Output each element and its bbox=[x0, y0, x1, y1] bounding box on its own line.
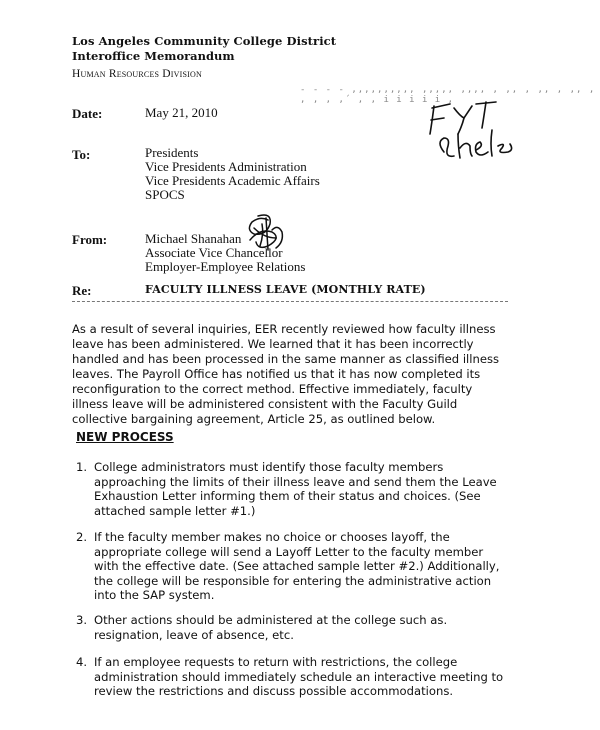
recipient-list bbox=[145, 146, 320, 202]
item-line: College administrators must identify those faculty members bbox=[94, 460, 444, 474]
paragraph-line: handled and has been processed in the same manner as classified illness bbox=[72, 352, 500, 366]
intro-paragraph bbox=[72, 322, 532, 427]
division-name: Human Resources Division bbox=[72, 68, 202, 80]
paragraph-line: collective bargaining agreement, Article 25, as outlined below. bbox=[72, 412, 436, 426]
sender-title: Associate Vice Chancellor bbox=[145, 245, 283, 260]
item-line: attached sample letter #1.) bbox=[94, 503, 256, 518]
recipient: Vice Presidents Administration bbox=[145, 159, 307, 174]
signature bbox=[238, 210, 298, 258]
paragraph-line: illness leave will be administered consistent with the Faculty Guild bbox=[72, 397, 458, 411]
memo-subject: FACULTY ILLNESS LEAVE (MONTHLY RATE) bbox=[145, 283, 426, 296]
recipient: Vice Presidents Academic Affairs bbox=[145, 173, 320, 188]
item-line: into the SAP system. bbox=[94, 588, 215, 603]
paragraph-line: reconfiguration to the correct method. Effective immediately, faculty bbox=[72, 382, 473, 396]
item-number: 4. bbox=[76, 655, 88, 669]
org-name: Los Angeles Community College District bbox=[72, 34, 337, 48]
item-line: appropriate college will send a Layoff Letter to the faculty member bbox=[94, 544, 484, 559]
item-line: with the effective date. (See attached sample letter #2.) Additionally, bbox=[94, 559, 500, 574]
divider bbox=[72, 301, 508, 302]
paragraph-line: leave has been administered. We learned that it has been incorrectly bbox=[72, 337, 474, 351]
paragraph-line: As a result of several inquiries, EER recently reviewed how faculty illness bbox=[72, 322, 496, 336]
item-line: review the restrictions and discuss possible accommodations. bbox=[94, 684, 454, 699]
to-label: To: bbox=[72, 147, 91, 162]
item-line: Other actions should be administered at the college such as. bbox=[94, 613, 448, 627]
from-label: From: bbox=[72, 232, 108, 247]
sender-department: Employer-Employee Relations bbox=[145, 259, 306, 274]
recipient: SPOCS bbox=[145, 187, 185, 202]
item-line: If the faculty member makes no choice or chooses layoff, the bbox=[94, 530, 450, 544]
handwritten-fyi-annotation bbox=[418, 96, 528, 168]
item-line: Exhaustion Letter informing them of their status and choices. (See bbox=[94, 489, 481, 504]
paragraph-line: leaves. The Payroll Office has notified us that it has now completed its bbox=[72, 367, 481, 381]
item-line: If an employee requests to return with restrictions, the college bbox=[94, 655, 458, 669]
scan-marks: - - - - ,,,,,,,,,, ,,,,, ,,,, , ,, , ,, , ,, , , , , ,´ , , i i i i i , bbox=[300, 85, 596, 105]
sender-name: Michael Shanahan bbox=[145, 231, 242, 246]
section-title: NEW PROCESS bbox=[76, 430, 174, 444]
item-number: 1. bbox=[76, 460, 88, 474]
item-number: 2. bbox=[76, 530, 88, 544]
item-number: 3. bbox=[76, 613, 88, 627]
recipient: Presidents bbox=[145, 145, 199, 160]
item-line: approaching the limits of their illness leave and send them the Leave bbox=[94, 474, 497, 489]
date-label: Date: bbox=[72, 106, 103, 121]
item-line: resignation, leave of absence, etc. bbox=[94, 627, 294, 642]
memo-date: May 21, 2010 bbox=[145, 105, 218, 120]
item-line: the college will be responsible for entering the administrative action bbox=[94, 573, 492, 588]
re-label: Re: bbox=[72, 283, 92, 298]
doc-type: Interoffice Memorandum bbox=[72, 49, 235, 63]
item-line: administration should immediately schedule an interactive meeting to bbox=[94, 669, 504, 684]
